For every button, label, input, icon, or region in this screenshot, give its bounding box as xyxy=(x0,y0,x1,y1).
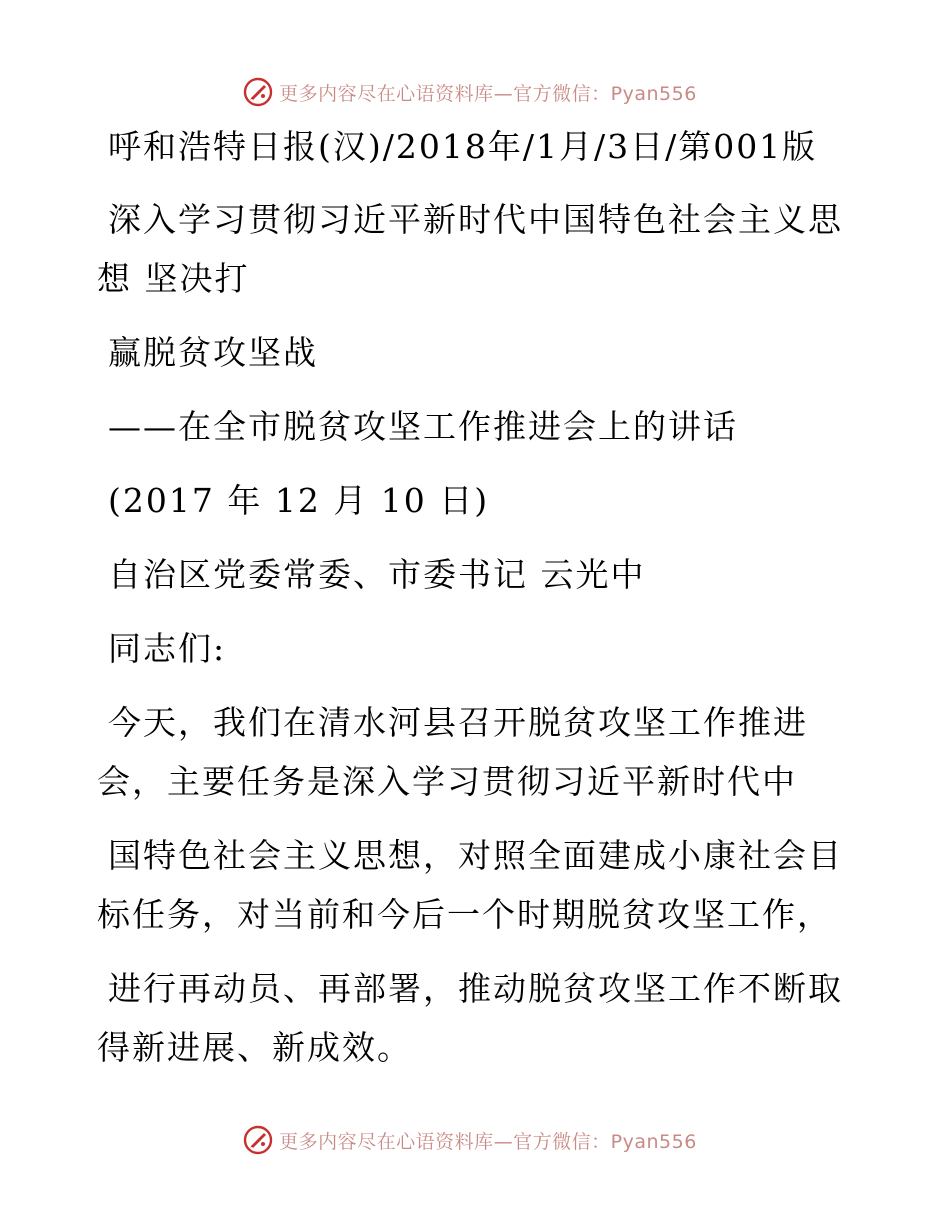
headline-line-2: 想 坚决打 xyxy=(97,259,250,298)
body-line: 会，主要任务是深入学习贯彻习近平新时代中 xyxy=(97,762,797,801)
body-line: 今天，我们在清水河县召开脱贫攻坚工作推进 xyxy=(108,703,808,742)
speech-date: (2017 年 12 月 10 日) xyxy=(108,481,490,520)
watermark-text: 更多内容尽在心语资料库—官方微信：Pyan556 xyxy=(279,82,697,105)
body-line: 得新进展、新成效。 xyxy=(97,1028,412,1067)
subtitle: ——在全市脱贫攻坚工作推进会上的讲话 xyxy=(108,407,738,446)
salutation: 同志们: xyxy=(108,629,227,668)
source-line: 呼和浩特日报(汉)/2018年/1月/3日/第001版 xyxy=(108,127,818,166)
body-line: 标任务，对当前和今后一个时期脱贫攻坚工作， xyxy=(97,895,832,934)
body-line: 国特色社会主义思想，对照全面建成小康社会目 xyxy=(108,836,843,875)
watermark-header xyxy=(0,72,950,112)
watermark-group xyxy=(243,1125,697,1155)
quill-seal-icon xyxy=(243,1125,273,1155)
watermark-group xyxy=(243,77,697,107)
author-line: 自治区党委常委、市委书记 云光中 xyxy=(108,555,646,594)
watermark-text: 更多内容尽在心语资料库—官方微信：Pyan556 xyxy=(279,1130,697,1153)
headline-line-1: 深入学习贯彻习近平新时代中国特色社会主义思 xyxy=(108,200,843,239)
quill-seal-icon xyxy=(243,77,273,107)
body-line: 进行再动员、再部署，推动脱贫攻坚工作不断取 xyxy=(108,969,843,1008)
headline-line-3: 赢脱贫攻坚战 xyxy=(108,333,318,372)
watermark-footer xyxy=(0,1120,950,1160)
